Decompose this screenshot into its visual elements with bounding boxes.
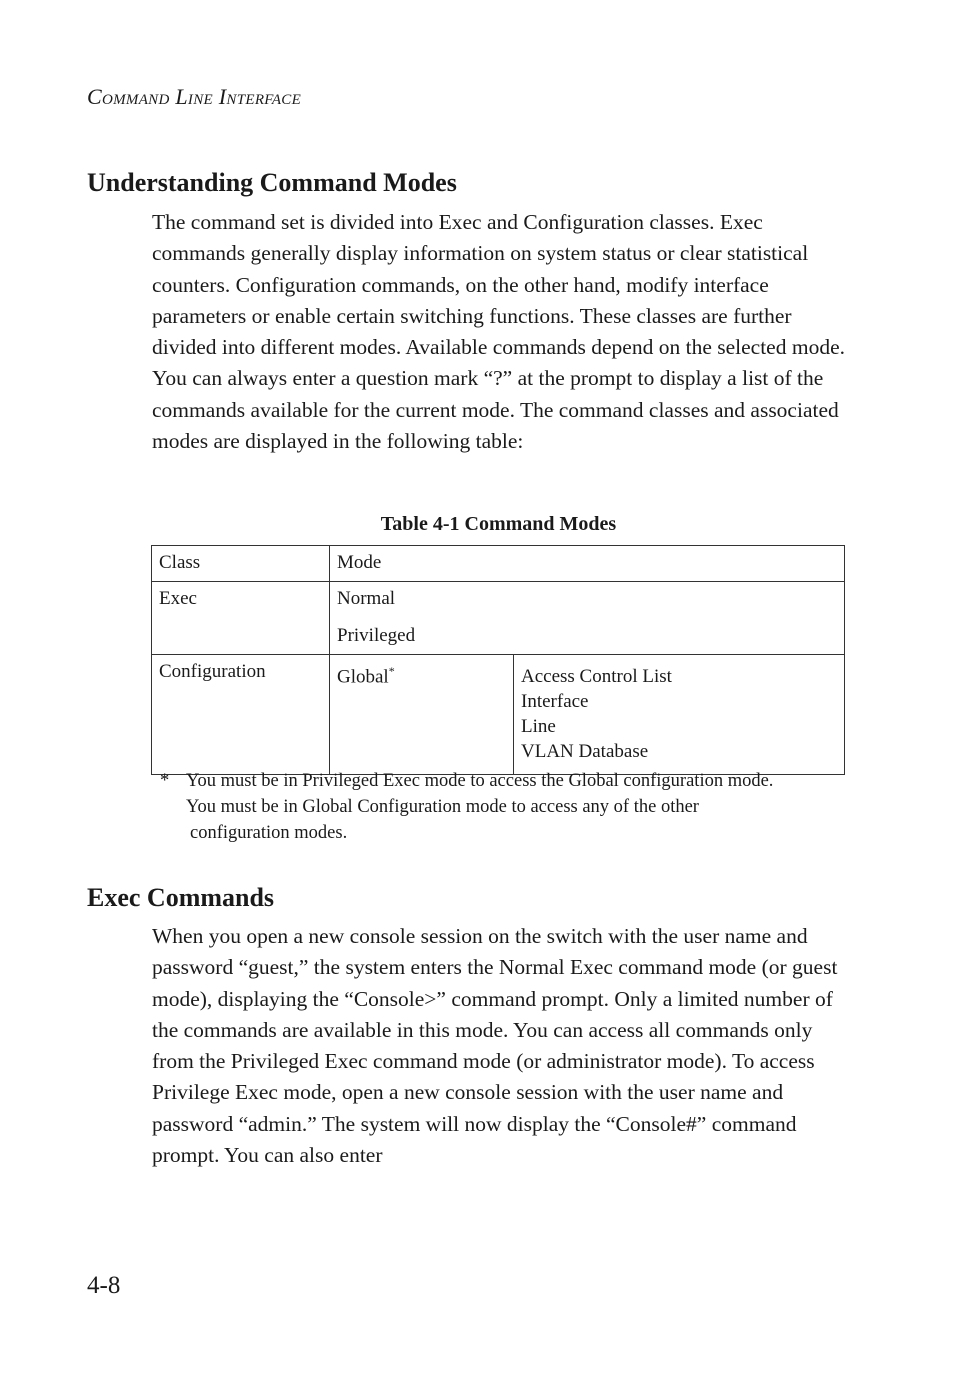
mode-normal: Normal bbox=[337, 588, 396, 609]
global-mode-cell bbox=[330, 655, 514, 775]
footnote-line-1: You must be in Privileged Exec mode to access the Global configuration mode. bbox=[186, 771, 774, 791]
configuration-class-cell: Configuration bbox=[152, 655, 330, 775]
header-mode-cell: Mode bbox=[330, 546, 845, 582]
submode-interface: Interface bbox=[521, 691, 589, 712]
mode-privileged: Privileged bbox=[337, 625, 416, 646]
submode-vlan-database: VLAN Database bbox=[521, 741, 649, 762]
table-footnote bbox=[160, 768, 850, 846]
footnote-line-3: configuration modes. bbox=[190, 823, 348, 843]
command-modes-table bbox=[151, 545, 845, 775]
submode-line: Line bbox=[521, 716, 556, 737]
exec-class-cell: Exec bbox=[152, 582, 330, 655]
section-title-exec-commands: Exec Commands bbox=[87, 883, 275, 912]
mode-global: Global bbox=[337, 666, 389, 688]
global-footnote-marker: * bbox=[388, 664, 395, 678]
section-title-command-modes: Understanding Command Modes bbox=[87, 168, 457, 197]
table-header-row bbox=[152, 546, 845, 582]
footnote-marker: * bbox=[160, 771, 170, 791]
table-caption: Table 4-1 Command Modes bbox=[380, 513, 617, 535]
configuration-submodes-cell bbox=[514, 655, 845, 775]
page-number: 4-8 bbox=[87, 1272, 121, 1299]
paragraph-command-modes: The command set is divided into Exec and Configuration classes. Exec commands generally display information on system status or clear statistical counters. Configuration commands, on the other hand, modify interface parameters or enable certain switching functions. These classes are further divided into different modes. Available commands depend on the selected mode. You can always enter a question mark “?” at the prompt to display a list of the commands available for the current mode. The command classes and associated modes are displayed in the following table: bbox=[152, 210, 845, 454]
footnote-line-2: You must be in Global Configuration mode to access any of the other bbox=[186, 797, 699, 817]
table-row-exec bbox=[152, 582, 845, 655]
exec-modes-cell bbox=[330, 582, 845, 655]
header-class-cell: Class bbox=[152, 546, 330, 582]
paragraph-exec-commands: When you open a new console session on the switch with the user name and password “guest,” the system enters the Normal Exec command mode (or guest mode), displaying the “Console>” command prompt. Only a limited number of the commands are available in this mode. You can access all commands only from the Privileged Exec command mode (or administrator mode). To access Privilege Exec mode, open a new console session with the user name and password “admin.” The system will now display the “Console#” command prompt. You can also enter bbox=[152, 924, 838, 1168]
running-head: Command Line Interface bbox=[87, 84, 302, 109]
table-row-configuration bbox=[152, 655, 845, 775]
submode-access-control-list: Access Control List bbox=[521, 666, 672, 687]
